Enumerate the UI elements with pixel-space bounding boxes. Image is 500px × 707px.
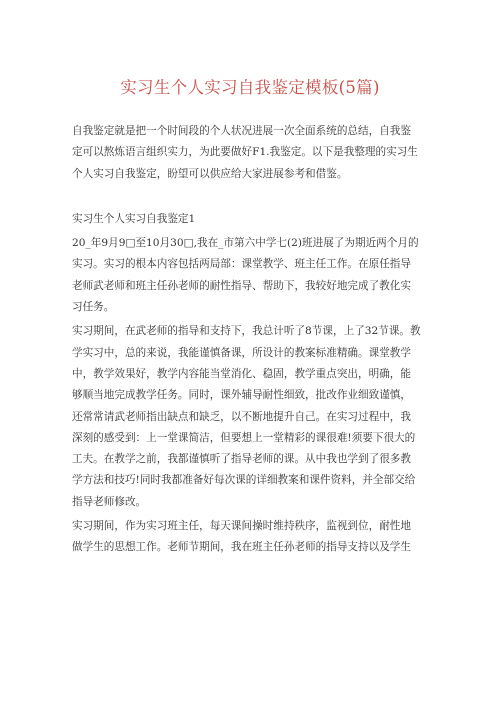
text-line: 学方法和技巧!同时我都准备好每次课的详细教案和课件资料，并全部交给 — [72, 474, 416, 487]
text-line: 自我鉴定就是把一个时间段的个人状况进展一次全面系统的总结，自我鉴 — [72, 125, 411, 137]
document-title: 实习生个人实习自我鉴定模板(5篇) — [120, 78, 380, 97]
text-line: 还常常请武老师指出缺点和缺乏，以不断地提升自己。在实习过程中，我 — [72, 410, 411, 423]
text-line: 中，教学效果好，教学内容能当堂消化、稳固，教学重点突出，明确，能 — [72, 367, 411, 380]
text-line: 实习期间，作为实习班主任，每天课间操时维持秩序，监视到位，耐性地 — [72, 520, 411, 533]
text-line: 深刻的感受到：上一堂课简洁，但要想上一堂精彩的课很难!须要下很大的 — [72, 431, 416, 444]
document-body — [72, 121, 446, 559]
paragraph-spacer — [72, 185, 446, 206]
section-heading: 实习生个人实习自我鉴定1 — [72, 212, 196, 225]
text-line: 20_年9月9□至10月30□,我在_市第六中学七(2)班进展了为期近两个月的 — [72, 237, 419, 250]
paragraph-2 — [72, 321, 446, 513]
text-line: 指导老师修改。 — [72, 495, 147, 508]
text-line: 够顺当地完成教学任务。同时，课外辅导耐性细致，批改作业细致谨慎， — [72, 389, 411, 402]
text-line: 老师武老师和班主任孙老师的耐性指导、帮助下，我较好地完成了教化实 — [72, 279, 411, 292]
paragraph-3 — [72, 516, 446, 559]
text-line: 工夫。在教学之前，我都谨慎听了指导老师的课。从中我也学到了很多教 — [72, 453, 411, 466]
text-line: 习任务。 — [72, 301, 115, 314]
text-line: 定可以熬炼语言组织实力，为此要做好F1.我鉴定。以下是我整理的实习生 — [72, 146, 418, 159]
paragraph-1 — [72, 233, 446, 318]
intro-paragraph — [72, 121, 446, 185]
text-line: 学实习中，总的来说，我能谨慎备课，所设计的教案标准精确。课堂教学 — [72, 346, 411, 359]
text-line: 实习期间，在武老师的指导和支持下，我总计听了8节课，上了32节课。教 — [72, 325, 421, 338]
text-line: 做学生的思想工作。老师节期间，我在班主任孙老师的指导支持以及学生 — [72, 541, 411, 554]
text-line: 个人实习自我鉴定，盼望可以供应给大家进展参考和借鉴。 — [72, 167, 348, 180]
text-line: 实习。实习的根本内容包括两局部：课堂教学、班主任工作。在原任指导 — [72, 258, 411, 271]
